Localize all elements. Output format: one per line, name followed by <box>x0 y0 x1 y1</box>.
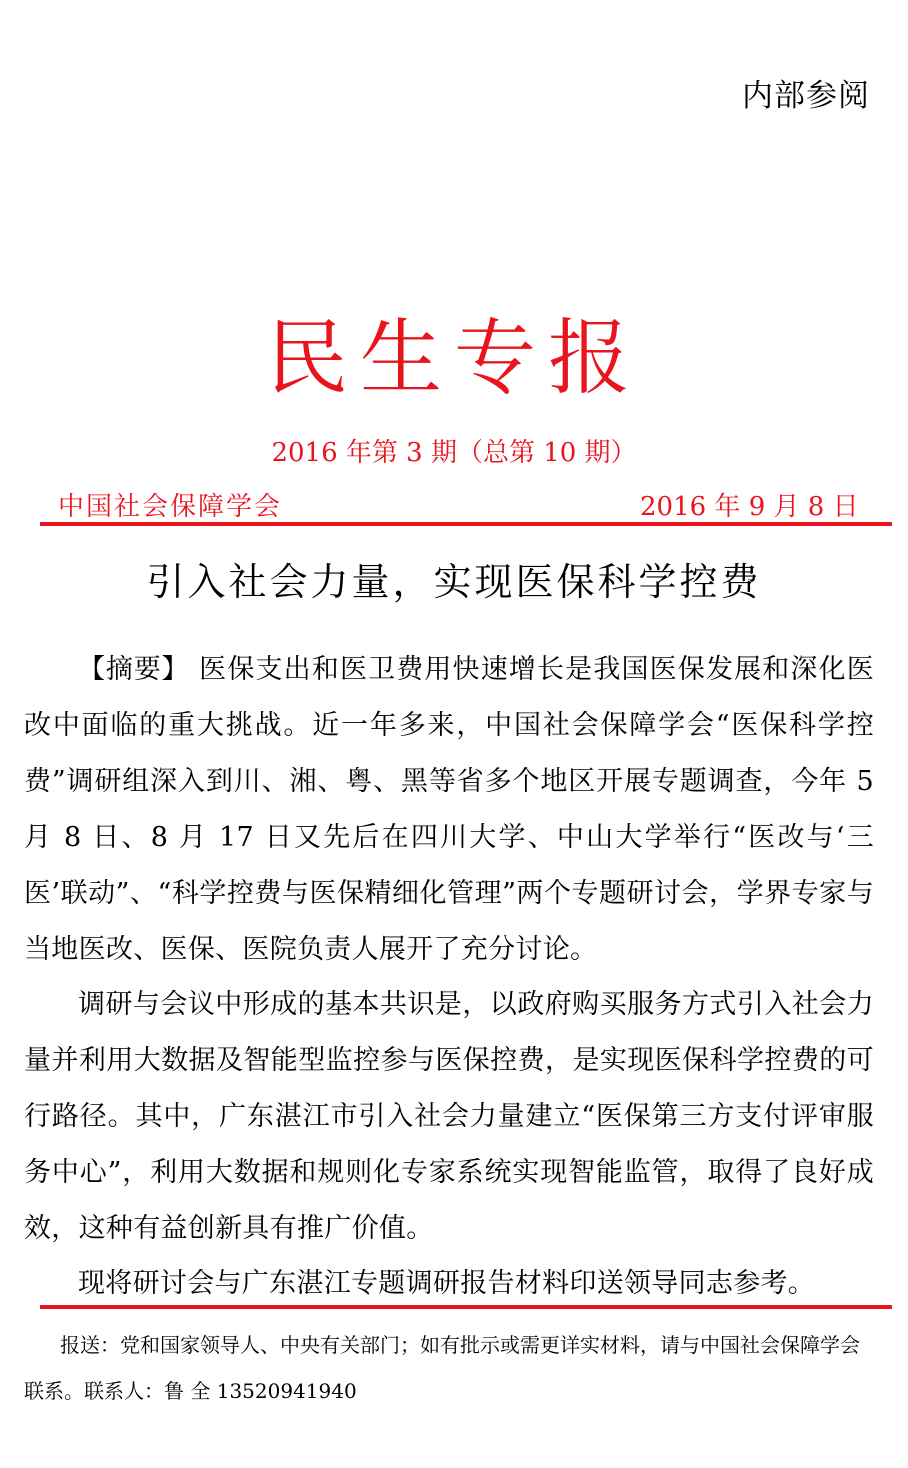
classification-label: 内部参阅 <box>742 78 870 114</box>
footer-divider <box>40 1305 892 1309</box>
summary-text: 医保支出和医卫费用快速增长是我国医保发展和深化医改中面临的重大挑战。近一年多来，中国社会保障学会“医保科学控费”调研组深入到川、湘、粤、黑等省多个地区开展专题调查，今年 5 月 8 日、8 月 17 日又先后在四川大学、中山大学举行“医改与‘三医’联动”、“科学控费与医保精细化管理”两个专题研讨会，学界专家与当地医改、医保、医院负责人展开了充分讨论。 <box>24 654 875 965</box>
publisher-name: 中国社会保障学会 <box>58 492 283 522</box>
summary-paragraph <box>24 642 874 978</box>
publication-date: 2016 年 9 月 8 日 <box>640 492 859 522</box>
consensus-paragraph: 调研与会议中形成的基本共识是，以政府购买服务方式引入社会力量并利用大数据及智能型监控参与医保控费，是实现医保科学控费的可行路径。其中，广东湛江市引入社会力量建立“医保第三方支付评审服务中心”，利用大数据和规则化专家系统实现智能监管，取得了良好成效，这种有益创新具有推广价值。 <box>24 989 874 1244</box>
distribution-note: 报送：党和国家领导人、中央有关部门；如有批示或需更详实材料，请与中国社会保障学会联系。联系人：鲁 全 13520941940 <box>24 1333 860 1403</box>
masthead-title: 民生专报 <box>265 311 642 406</box>
summary-label: 【摘要】 <box>78 654 190 685</box>
closing-paragraph: 现将研讨会与广东湛江专题调研报告材料印送领导同志参考。 <box>78 1268 816 1299</box>
article-title: 引入社会力量，实现医保科学控费 <box>146 560 762 604</box>
issue-number: 2016 年第 3 期（总第 10 期） <box>271 438 637 468</box>
header-divider <box>40 522 892 526</box>
